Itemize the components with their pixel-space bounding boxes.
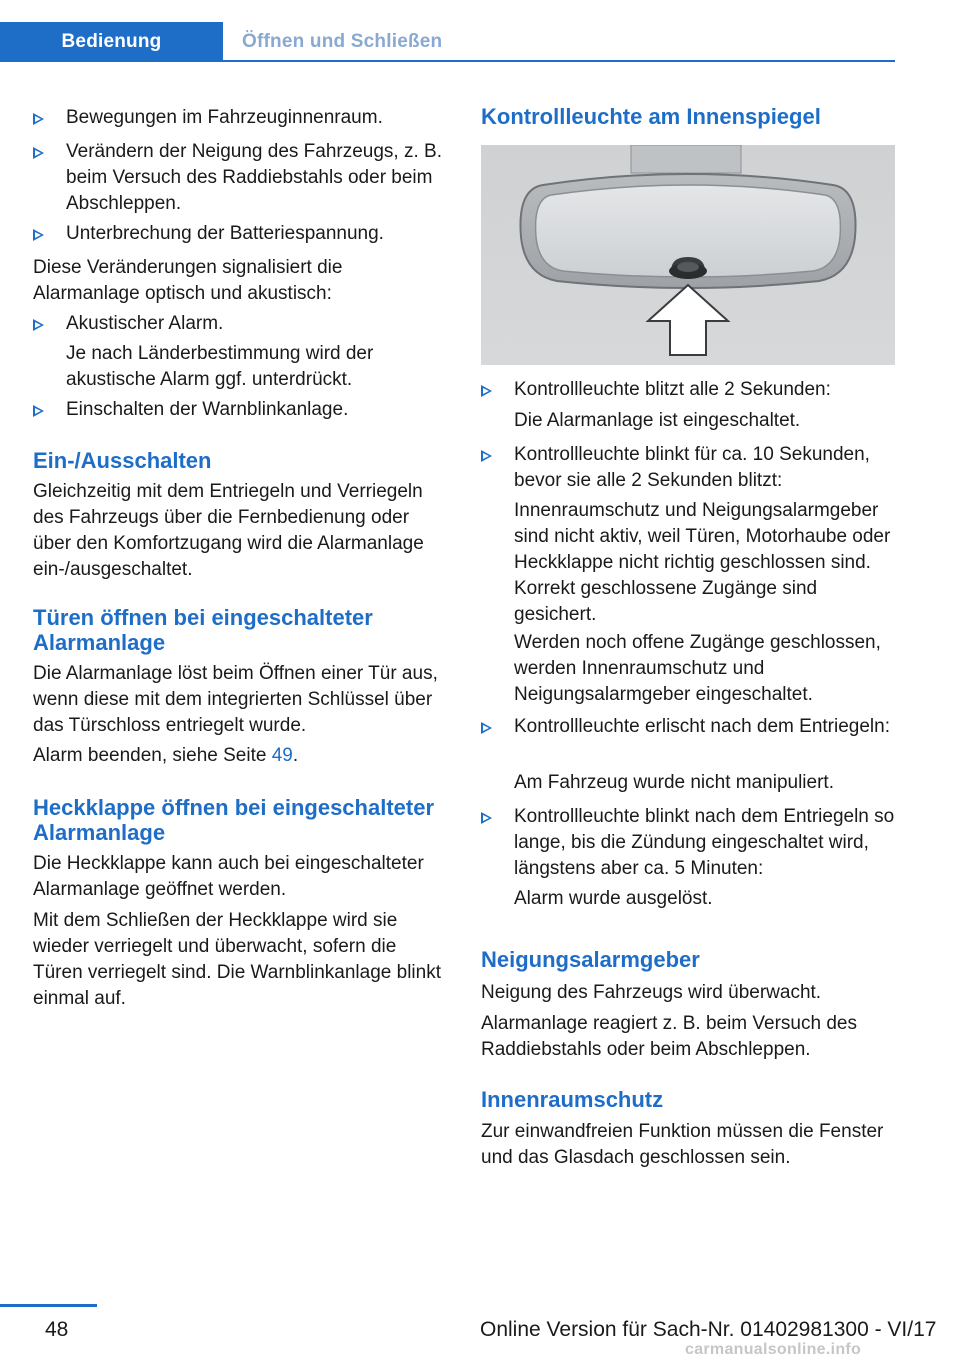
paragraph: Gleichzeitig mit dem Entriegeln und Verriegeln des Fahrzeugs über die Fernbedienung oder über den Komfortzugang wird die Alarmanlage ein-/ausgeschaltet. [33,481,424,580]
bullet-triangle-icon [481,812,492,824]
list-item-detail: Alarm wurde ausgelöst. [514,888,713,909]
paragraph: Neigung des Fahrzeugs wird überwacht. [481,982,822,1003]
page-number: 48 [45,1318,69,1341]
footer-accent-line [0,1304,97,1307]
paragraph: Alarmanlage reagiert z. B. beim Versuch des Raddiebstahls oder beim Abschleppen. [481,1013,857,1060]
bullet-triangle-icon [481,450,492,462]
rearview-mirror-image [481,145,895,365]
list-item-detail: Innenraumschutz und Neigungsalarmgeber sind nicht aktiv, weil Türen, Motorhaube oder Heckklappe nicht richtig geschlossen sind. Korrekt geschlossene Zugänge sind gesichert. [514,500,891,625]
section-heading: Neigungsalarmgeber [481,947,700,972]
section-heading: Kontrollleuchte am Innenspiegel [481,104,821,129]
bullet-triangle-icon [481,722,492,734]
paragraph: Die Alarmanlage löst beim Öffnen einer Tür aus, wenn diese mit dem integrierten Schlüssel über das Türschloss entriegelt wurde. [33,663,438,736]
list-item: Kontrollleuchte blitzt alle 2 Sekunden: [481,377,896,403]
bullet-triangle-icon [33,147,44,159]
bullet-triangle-icon [481,385,492,397]
chapter-header [0,0,895,62]
tab-oeffnen-und-schliessen[interactable]: Öffnen und Schließen [242,31,443,52]
tab-bedienung[interactable]: Bedienung [0,22,223,62]
bullet-triangle-icon [33,113,44,125]
section-heading: Innenraumschutz [481,1087,664,1112]
paragraph: Zur einwandfreien Funktion müssen die Fenster und das Glasdach geschlossen sein. [481,1121,884,1168]
list-item: Bewegungen im Fahrzeuginnenraum. [33,105,448,131]
list-item: Kontrollleuchte erlischt nach dem Entriegeln: [481,714,896,740]
list-item-detail: Werden noch offene Zugänge geschlossen, werden Innenraumschutz und Neigungsalarmgeber eingeschaltet. [514,632,881,705]
section-heading: Heckklappe öffnen bei eingeschalteter Alarmanlage [33,795,435,845]
watermark: carmanualsonline.info [685,1341,862,1358]
rearview-mirror-illustration [481,145,895,365]
list-item: Verändern der Neigung des Fahrzeugs, z. B. beim Versuch des Raddiebstahls oder beim Abschleppen. [33,139,448,217]
bullet-triangle-icon [33,405,44,417]
list-item-detail: Am Fahrzeug wurde nicht manipuliert. [514,772,834,793]
list-item: Kontrollleuchte blinkt nach dem Entriegeln so lange, bis die Zündung eingeschaltet wird, längstens aber ca. 5 Minuten: [481,804,896,882]
list-item: Kontrollleuchte blinkt für ca. 10 Sekunden, bevor sie alle 2 Sekunden blitzt: [481,442,896,494]
online-version-note: Online Version für Sach-Nr. 01402981300 - VI/17 [480,1318,937,1341]
paragraph: Alarm beenden, siehe Seite 49. [33,745,299,766]
paragraph: Diese Veränderungen signalisiert die Alarmanlage optisch und akustisch: [33,257,343,304]
paragraph: Mit dem Schließen der Heckklappe wird sie wieder verriegelt und überwacht, sofern die Türen verriegelt sind. Die Warnblinkanlage blinkt einmal auf. [33,910,441,1009]
page-link-49[interactable]: 49 [271,745,293,766]
bullet-triangle-icon [33,319,44,331]
paragraph: Die Heckklappe kann auch bei eingeschalteter Alarmanlage geöffnet werden. [33,853,424,900]
list-item: Unterbrechung der Batteriespannung. [33,221,448,247]
section-heading: Türen öffnen bei eingeschalteter Alarmanlage [33,605,373,655]
list-item: Einschalten der Warnblinkanlage. [33,397,448,423]
list-item-detail: Die Alarmanlage ist eingeschaltet. [514,410,801,431]
bullet-triangle-icon [33,229,44,241]
list-item-detail: Je nach Länderbestimmung wird der akustische Alarm ggf. unterdrückt. [66,343,374,390]
section-heading: Ein-/Ausschalten [33,448,212,473]
list-item: Akustischer Alarm. [33,311,448,337]
